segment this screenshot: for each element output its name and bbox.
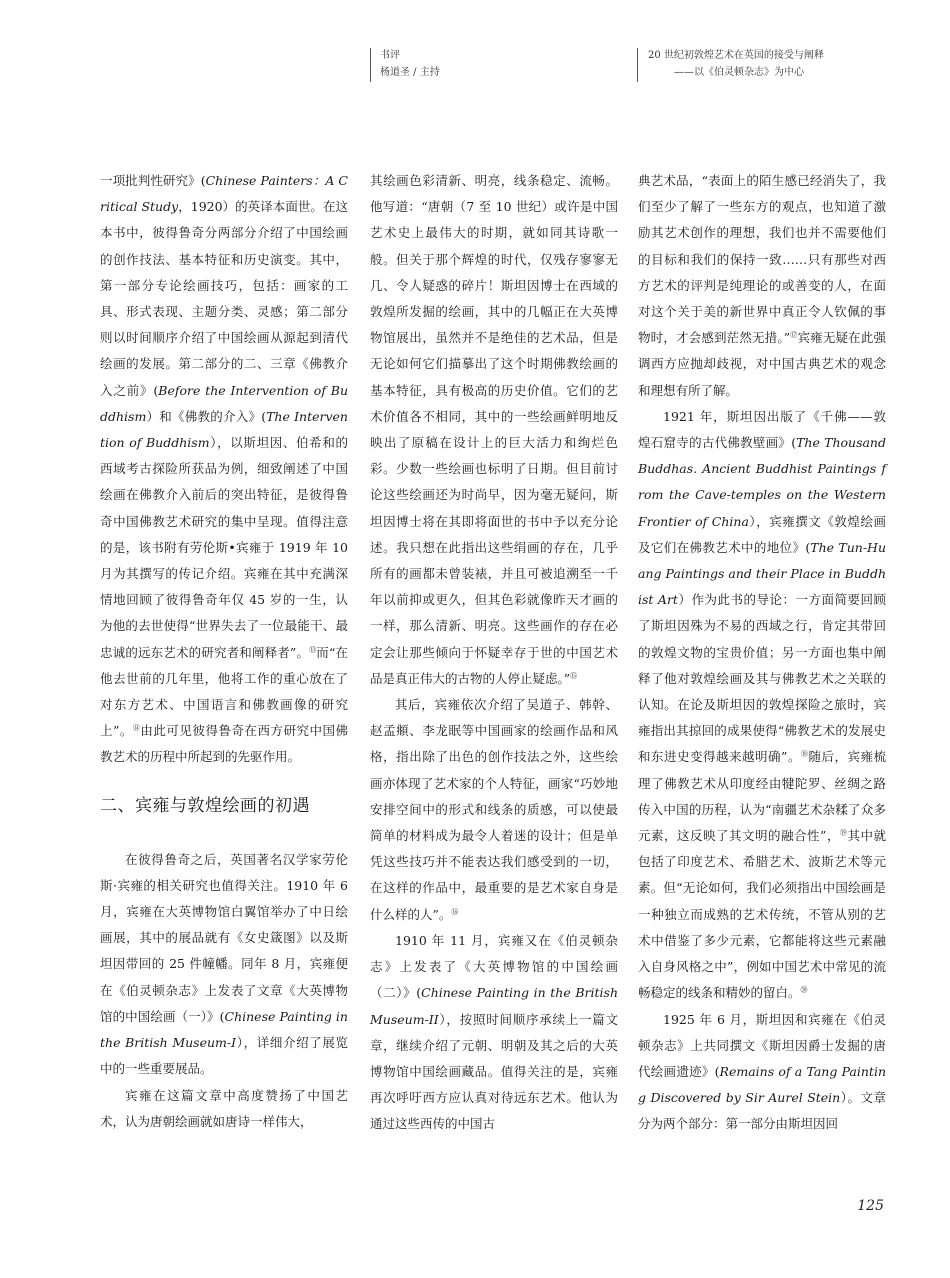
- header-article: [648, 47, 824, 81]
- footnote-marker: ⑭: [132, 724, 141, 733]
- header-section-title: 书评: [380, 50, 400, 61]
- footnote-marker: ⑱: [800, 750, 809, 759]
- footnote-marker: ⑰: [790, 331, 798, 340]
- paragraph: 1910 年 11 月，宾雍又在《伯灵顿杂志》上发表了《大英博物馆的中国绘画（二）》(Chinese Painting in the British Museum-II），按照时间顺序承续上一篇文章，继续介绍了元朝、明朝及其之后的大英博物馆中国绘画藏品。值得关注的是，宾雍再次呼吁西方应认真对待远东艺术。他认为通过这些西传的中国古: [370, 932, 618, 1132]
- footnote-marker: ⑯: [451, 907, 459, 916]
- paragraph: 其绘画色彩清新、明亮，线条稳定、流畅。他写道：“唐朝（7 至 10 世纪）或许是中国艺术史上最伟大的时期，就如同其诗歌一般。但关于那个辉煌的时代，仅残存寥寥无几、令人疑惑的碎片！斯坦因博士在西域的敦煌所发掘的绘画，其中的几幅正在大英博物馆展出，虽然并不是绝佳的艺术品，但是无论如何它们描摹出了这个时期佛教绘画的基本特征，具有极高的历史价值。它们的艺术价值各不相同，其中的一些绘画鲜明地反映出了原稿在设计上的巨大活力和绚烂色彩。少数一些绘画也标明了日期。但目前讨论这些绘画还为时尚早，因为毫无疑问，斯坦因博士将在其即将面世的书中予以充分论述。我只想在此指出这些绢画的存在，几乎所有的画都未曾装裱，并且可被追溯至一千年以前抑或更久，但其色彩就像昨天才画的一样，那么清新、明亮。这些画作的存在必定会让那些倾向于怀疑幸存于世的中国艺术品是真正伟大的古物的人停止疑虑。”⑮: [370, 173, 618, 686]
- footnote-marker: ⑮: [570, 671, 578, 680]
- header-editor: 杨道圣 / 主持: [380, 67, 440, 78]
- paragraph: 典艺术品，“表面上的陌生感已经消失了，我们至少了解了一些东方的观点，也知道了激励其艺术创作的理想，我们也并不需要他们的目标和我们的保持一致……只有那些对西方艺术的评判是纯理论的或善变的人，在面对这个关于美的新世界中真正令人钦佩的事物时，才会感到茫然无措。”⑰宾雍无疑在此强调西方应抛却歧视，对中国古典艺术的观念和理想有所了解。: [638, 173, 886, 398]
- header-divider-right: [637, 48, 638, 82]
- text-column-1: [100, 168, 348, 1135]
- header-article-subtitle: ——以《伯灵顿杂志》为中心: [674, 67, 804, 78]
- paragraph: 在彼得鲁奇之后，英国著名汉学家劳伦斯·宾雍的相关研究也值得关注。1910 年 6 月，宾雍在大英博物馆白翼馆举办了中日绘画展，其中的展品就有《女史箴图》以及斯坦因带回的 25 件幢幡。同年 8 月，宾雍便在《伯灵顿杂志》上发表了文章《大英博物馆的中国绘画（一）》(Chinese Painting in the British Museum-I），详细介绍了展览中的一些重要展品。: [100, 851, 348, 1077]
- paragraph: 宾雍在这篇文章中高度赞扬了中国艺术，认为唐朝绘画就如唐诗一样伟大，: [100, 1087, 348, 1129]
- text-column-3: [638, 168, 886, 1138]
- paragraph: 1925 年 6 月，斯坦因和宾雍在《伯灵顿杂志》上共同撰文《斯坦因爵士发掘的唐代绘画遗迹》(Remains of a Tang Painting Discovered by Sir Aurel Stein）。文章分为两个部分：第一部分由斯坦因回: [638, 1011, 886, 1132]
- header-article-title: 20 世纪初敦煌艺术在英国的接受与阐释: [648, 50, 824, 61]
- section-heading: 二、宾雍与敦煌绘画的初遇: [100, 795, 310, 816]
- paragraph: 其后，宾雍依次介绍了吴道子、韩幹、赵孟頫、李龙眠等中国画家的绘画作品和风格，指出除了出色的创作技法之外，这些绘画亦体现了艺术家的个人特征，画家“巧妙地安排空间中的形式和线条的质感，可以使最简单的材料成为最令人着迷的设计；但是单凭这些技巧并不能表达我们感受到的一切，在这样的作品中，最重要的是艺术家自身是什么样的人”。⑯: [370, 697, 618, 922]
- running-header: [0, 42, 950, 92]
- footnote-marker: ⑳: [800, 986, 808, 995]
- text-column-2: [370, 168, 618, 1138]
- header-section: [380, 47, 440, 81]
- header-divider-left: [370, 48, 371, 82]
- page-number: 125: [857, 1198, 884, 1214]
- footnote-marker: ⑲: [839, 828, 848, 837]
- footnote-marker: ⑬: [309, 645, 317, 654]
- paragraph: 一项批判性研究》(Chinese Painters：A Critical Study，1920）的英译本面世。在这本书中，彼得鲁奇分两部分介绍了中国绘画的创作技法、基本特征和历史演变。其中，第一部分专论绘画技巧，包括：画家的工具、形式表现、主题分类、灵感；第二部分则以时间顺序介绍了中国绘画从源起到清代绘画的发展。第二部分的二、三章《佛教介入之前》(Before the Intervention of Buddhism）和《佛教的介入》(The Intervention of Buddhism），以斯坦因、伯希和的西域考古探险所获品为例，细致阐述了中国绘画在佛教介入前后的突出特征，是彼得鲁奇中国佛教艺术研究的集中呈现。值得注意的是，该书附有劳伦斯•宾雍于 1919 年 10 月为其撰写的传记介绍。宾雍在其中充满深情地回顾了彼得鲁奇年仅 45 岁的一生，认为他的去世使得“世界失去了一位最能干、最忠诚的远东艺术的研究者和阐释者”。⑬而“在他去世前的几年里，他将工作的重心放在了对东方艺术、中国语言和佛教画像的研究上”。⑭由此可见彼得鲁奇在西方研究中国佛教艺术的历程中所起到的先驱作用。: [100, 173, 349, 765]
- paragraph: 1921 年，斯坦因出版了《千佛——敦煌石窟寺的古代佛教壁画》(The Thousand Buddhas. Ancient Buddhist Paintings from the Cave-temples on the Western Frontier of China），宾雍撰文《敦煌绘画及它们在佛教艺术中的地位》(The Tun-Huang Paintings and their Place in Buddhist Art）作为此书的导论：一方面简要回顾了斯坦因殊为不易的西域之行，肯定其带回的敦煌文物的宝贵价值；另一方面也集中阐释了他对敦煌绘画及其与佛教艺术之关联的认知。在论及斯坦因的敦煌探险之旅时，宾雍指出其掠回的成果使得“佛教艺术的发展史和东进史变得越来越明确”。⑱随后，宾雍梳理了佛教艺术从印度经由犍陀罗、丝绸之路传入中国的历程，认为“南疆艺术杂糅了众多元素，这反映了其文明的融合性”，⑲其中就包括了印度艺术、希腊艺术、波斯艺术等元素。但“无论如何，我们必须指出中国绘画是一种独立而成熟的艺术传统，不管从别的艺术中借鉴了多少元素，它都能将这些元素融入自身风格之中”，例如中国艺术中常见的流畅稳定的线条和精妙的留白。⑳: [638, 408, 886, 1001]
